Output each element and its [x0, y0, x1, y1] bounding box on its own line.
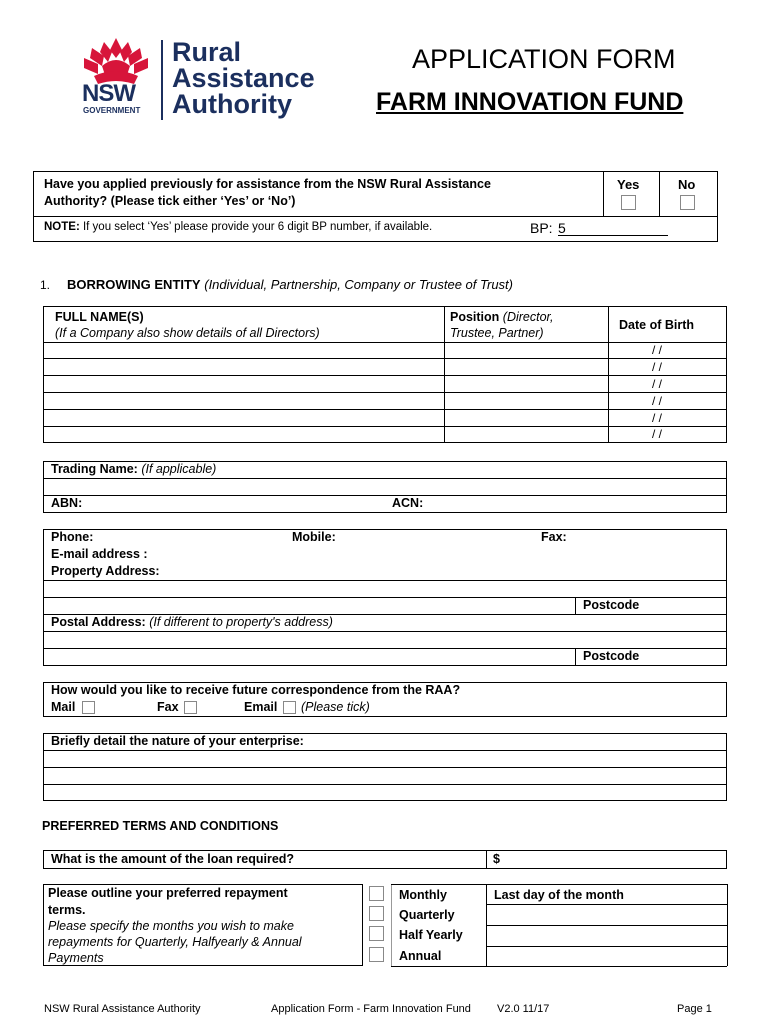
previous-question-line2: Authority? (Please tick either ‘Yes’ or ‘No’) [44, 194, 296, 208]
no-label: No [678, 177, 696, 192]
dob-row-1[interactable]: / / [652, 343, 663, 357]
trading-label: Trading Name: [51, 462, 138, 476]
dob-row-6[interactable]: / / [652, 427, 663, 441]
option-half-yearly: Half Yearly [399, 928, 463, 942]
no-checkbox[interactable] [680, 195, 695, 210]
postal-note: (If different to property's address) [149, 615, 333, 629]
page-subtitle: FARM INNOVATION FUND [376, 88, 684, 116]
col-date-of-birth: Date of Birth [619, 318, 694, 332]
col-position-label: Position [450, 310, 500, 324]
footer-org: NSW Rural Assistance Authority [44, 1003, 201, 1015]
footer-doc: Application Form - Farm Innovation Fund [271, 1003, 471, 1015]
annual-checkbox[interactable] [369, 947, 384, 962]
previous-question: Have you applied previously for assistance from the NSW Rural Assistance [44, 177, 491, 191]
trading-note: (If applicable) [141, 462, 217, 476]
page-title: APPLICATION FORM [412, 44, 676, 74]
col-position-note: (Director, [502, 310, 554, 324]
col-position-note2: Trustee, Partner) [450, 326, 544, 340]
postal-address-label [51, 615, 333, 629]
monthly-note: Last day of the month [494, 888, 624, 902]
property-postcode-label: Postcode [583, 598, 640, 612]
half-yearly-checkbox[interactable] [369, 926, 384, 941]
bp-field-line [558, 235, 668, 236]
dob-row-4[interactable]: / / [652, 394, 663, 408]
phone-label: Phone: [51, 530, 94, 544]
note-label: NOTE: [44, 221, 80, 233]
logo-line-authority: Authority [172, 89, 292, 119]
mobile-label: Mobile: [292, 530, 336, 544]
section-title [67, 277, 513, 292]
logo-government: GOVERNMENT [83, 106, 141, 115]
bp-value[interactable]: 5 [558, 220, 566, 236]
please-tick-note: (Please tick) [301, 700, 370, 714]
logo-divider [161, 40, 163, 120]
abn-label: ABN: [51, 496, 83, 510]
fax-checkbox[interactable] [184, 701, 197, 714]
dob-row-5[interactable]: / / [652, 411, 663, 425]
logo-nsw: NSW [82, 80, 135, 107]
bp-label: BP: [530, 220, 553, 236]
email-label: E-mail address : [51, 547, 148, 561]
logo-line-assistance: Assistance [172, 63, 315, 93]
footer-page: Page 1 [677, 1003, 712, 1015]
repayment-note-2: repayments for Quarterly, Halfyearly & Annual [48, 935, 302, 949]
property-address-label: Property Address: [51, 564, 160, 578]
yes-label: Yes [617, 177, 640, 192]
section-title-note: (Individual, Partnership, Company or Trustee of Trust) [204, 277, 513, 292]
dollar-sign: $ [493, 852, 500, 866]
fax-option-label: Fax [157, 700, 179, 714]
col-position [450, 310, 554, 324]
section-title-text: BORROWING ENTITY [67, 277, 201, 292]
trading-name-label [51, 462, 216, 476]
section-number: 1. [40, 278, 51, 292]
repayment-question: Please outline your preferred repayment [48, 886, 288, 900]
col-full-name-note: (If a Company also show details of all Directors) [55, 326, 320, 340]
repayment-question-line2: terms. [48, 903, 86, 917]
option-annual: Annual [399, 949, 442, 963]
loan-amount-question: What is the amount of the loan required? [51, 852, 295, 866]
postal-postcode-label: Postcode [583, 649, 640, 663]
option-quarterly: Quarterly [399, 908, 455, 922]
logo-line-rural: Rural [172, 37, 242, 67]
repayment-note-3: Payments [48, 951, 104, 965]
enterprise-label: Briefly detail the nature of your enterprise: [51, 734, 304, 748]
email-option-label: Email [244, 700, 278, 714]
fax-label: Fax: [541, 530, 567, 544]
dob-row-2[interactable]: / / [652, 360, 663, 374]
bp-note [44, 221, 432, 233]
dob-row-3[interactable]: / / [652, 377, 663, 391]
option-monthly: Monthly [399, 888, 447, 902]
mail-label: Mail [51, 700, 76, 714]
note-text: If you select ‘Yes’ please provide your 6 digit BP number, if available. [79, 221, 433, 233]
correspondence-question: How would you like to receive future correspondence from the RAA? [51, 683, 461, 697]
monthly-checkbox[interactable] [369, 886, 384, 901]
email-checkbox[interactable] [283, 701, 296, 714]
mail-checkbox[interactable] [82, 701, 95, 714]
postal-label: Postal Address: [51, 615, 146, 629]
repayment-note-1: Please specify the months you wish to make [48, 919, 294, 933]
acn-label: ACN: [392, 496, 424, 510]
col-full-name: FULL NAME(S) [55, 310, 144, 324]
terms-heading: PREFERRED TERMS AND CONDITIONS [42, 819, 279, 833]
footer-version: V2.0 11/17 [497, 1003, 550, 1015]
quarterly-checkbox[interactable] [369, 906, 384, 921]
yes-checkbox[interactable] [621, 195, 636, 210]
waratah-flower-icon [80, 36, 152, 86]
